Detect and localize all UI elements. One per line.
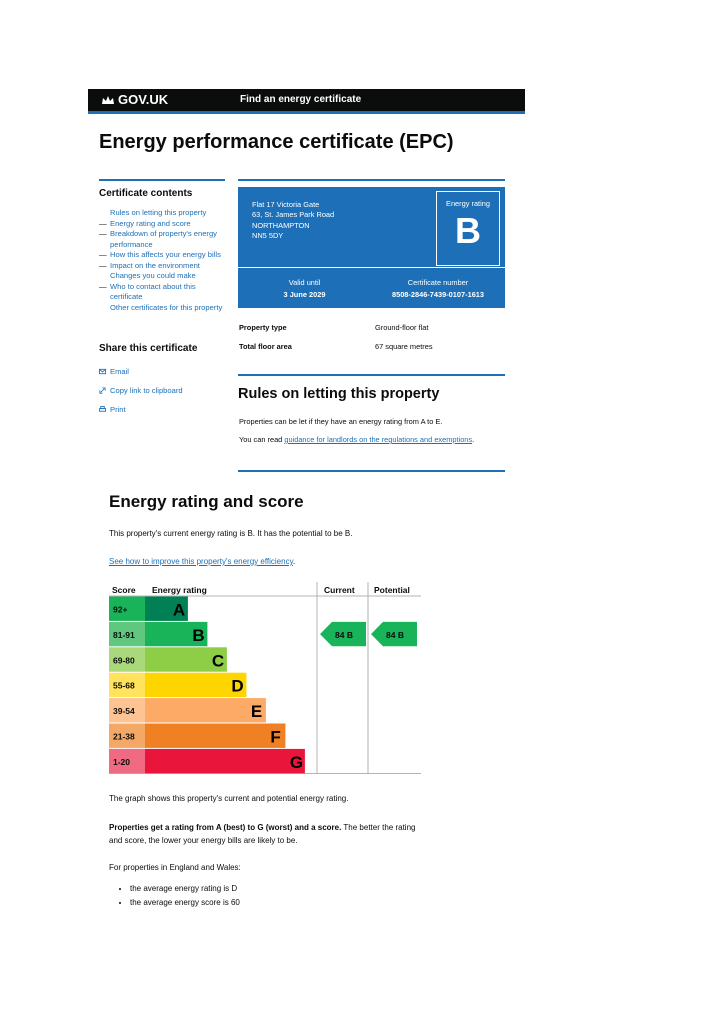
contents-item-label: How this affects your energy bills: [110, 250, 221, 259]
valid-until: [238, 277, 371, 301]
property-address: [252, 200, 334, 242]
band-bar: [145, 698, 266, 722]
property-value: Ground-floor flat: [375, 323, 429, 332]
band-score-label: 55-68: [113, 680, 135, 691]
link-icon: [99, 387, 106, 394]
band-letter: A: [172, 600, 186, 620]
band-score-label: 1-20: [113, 756, 131, 767]
landlord-guidance-link[interactable]: guidance for landlords on the regulations and exemptions: [284, 435, 473, 444]
band-score-label: 69-80: [113, 655, 135, 666]
contents-item[interactable]: [99, 261, 227, 272]
logo-text: GOV.UK: [118, 92, 169, 107]
certificate-number-value: 8508-2846-7439-0107-1613: [391, 290, 485, 299]
share-email-label: Email: [110, 367, 129, 376]
average-score-item: • the average energy score is 60: [130, 896, 240, 910]
rules-line-2-prefix: You can read: [239, 435, 285, 444]
chart-header-current: Current: [324, 585, 355, 595]
contents-item[interactable]: [99, 271, 227, 282]
address-line: 63, St. James Park Road: [252, 210, 335, 220]
contents-item-label: Impact on the environment: [110, 260, 200, 270]
rating-explanation: [109, 822, 421, 847]
band-score-label: 21-38: [113, 731, 135, 742]
email-icon: [99, 368, 106, 375]
band-letter: E: [250, 702, 263, 722]
page-title: Energy performance certificate (EPC): [99, 131, 454, 153]
contents-item[interactable]: [99, 303, 227, 314]
rules-line-1: Properties can be let if they have an energy rating from A to E.: [239, 417, 443, 426]
band-score-label: 81-91: [113, 629, 135, 640]
band-score-label: 92+: [113, 604, 128, 615]
chart-header-potential: Potential: [374, 585, 410, 595]
band-letter: C: [211, 651, 225, 671]
share-email[interactable]: [99, 362, 183, 381]
govuk-logo[interactable]: [101, 92, 168, 107]
dash-marker: —: [99, 229, 107, 238]
share-copy-link[interactable]: [99, 381, 183, 400]
rules-title: Rules on letting this property: [238, 386, 440, 402]
rating-explanation-rest: The better the rating and score, the lower your energy bills are likely to be.: [109, 823, 416, 845]
share-print-label: Print: [110, 405, 126, 414]
contents-item-label: Rules on letting this property: [110, 208, 207, 217]
header-underline: [88, 111, 525, 114]
band-bar: [145, 724, 285, 748]
england-wales-intro: For properties in England and Wales:: [109, 863, 241, 872]
dash-marker: —: [99, 281, 107, 291]
rules-bottom-divider: [238, 470, 505, 472]
sidebar-divider: [99, 179, 225, 181]
contents-item[interactable]: [99, 282, 227, 303]
address-line: NN5 5DY: [252, 231, 284, 241]
share-title: Share this certificate: [99, 343, 198, 354]
band-bar: [145, 749, 305, 773]
share-list: [99, 362, 183, 419]
epc-summary-box: [238, 187, 505, 308]
band-score-label: 39-54: [113, 706, 135, 717]
certificate-number-label: Certificate number: [407, 278, 469, 287]
graph-caption: The graph shows this property's current and potential energy rating.: [109, 794, 349, 803]
dash-marker: —: [99, 250, 107, 259]
rules-divider: [238, 374, 505, 376]
band-letter: G: [289, 752, 304, 772]
potential-rating-arrow-label: 84 B: [386, 629, 404, 640]
energy-rating-letter: B: [455, 210, 481, 251]
improve-paragraph: [109, 557, 295, 566]
band-letter: F: [270, 727, 281, 747]
contents-item-label: Who to contact about this certificate: [110, 281, 196, 301]
contents-item-label: Energy rating and score: [110, 218, 191, 228]
contents-title: Certificate contents: [99, 188, 193, 199]
property-value: 67 square metres: [375, 342, 433, 351]
address-line: NORTHAMPTON: [252, 220, 310, 230]
current-rating-arrow-label: 84 B: [335, 629, 353, 640]
contents-item[interactable]: [99, 229, 227, 250]
rules-line-2: [239, 435, 474, 444]
contents-item[interactable]: [99, 208, 227, 219]
valid-until-label: Valid until: [288, 278, 321, 287]
rating-explanation-bold: Properties get a rating from A (best) to G (worst) and a score.: [109, 823, 342, 832]
contents-item[interactable]: [99, 250, 227, 261]
main-divider-top: [238, 179, 505, 181]
crown-icon: [101, 95, 115, 105]
band-letter: D: [231, 676, 244, 696]
contents-item-label: Breakdown of property's energy performance: [110, 229, 217, 249]
improve-suffix: .: [293, 557, 296, 566]
service-name[interactable]: Find an energy certificate: [240, 94, 362, 105]
property-key: Total floor area: [239, 342, 292, 351]
share-print[interactable]: [99, 400, 183, 419]
share-copy-link-label: Copy link to clipboard: [110, 386, 183, 395]
band-letter: B: [192, 625, 205, 645]
epc-divider: [238, 267, 505, 268]
rules-line-2-suffix: .: [472, 435, 475, 444]
chart-header-rating: Energy rating: [152, 585, 207, 595]
average-rating-item: • the average energy rating is D: [130, 882, 240, 896]
certificate-number: [371, 277, 505, 301]
contents-item-label: Other certificates for this property: [110, 302, 223, 312]
energy-rating-label: Energy rating: [446, 199, 490, 208]
energy-rating-badge: [436, 191, 500, 266]
print-icon: [99, 406, 106, 413]
dash-marker: —: [99, 260, 107, 270]
contents-item-label: Changes you could make: [110, 271, 196, 280]
contents-list: [99, 208, 227, 313]
site-header: [88, 89, 525, 111]
chart-header-score: Score: [112, 585, 136, 595]
averages-list: [118, 882, 240, 909]
address-line: Flat 17 Victoria Gate: [252, 200, 320, 209]
improve-efficiency-link[interactable]: See how to improve this property's energy efficiency: [109, 557, 293, 566]
contents-item[interactable]: [99, 219, 227, 230]
energy-rating-chart: [109, 582, 421, 774]
rating-summary: This property's current energy rating is B. It has the potential to be B.: [109, 529, 353, 538]
property-key: Property type: [239, 323, 287, 332]
valid-until-date: 3 June 2029: [283, 290, 326, 299]
dash-marker: —: [99, 218, 107, 228]
rating-section-title: Energy rating and score: [109, 492, 304, 511]
